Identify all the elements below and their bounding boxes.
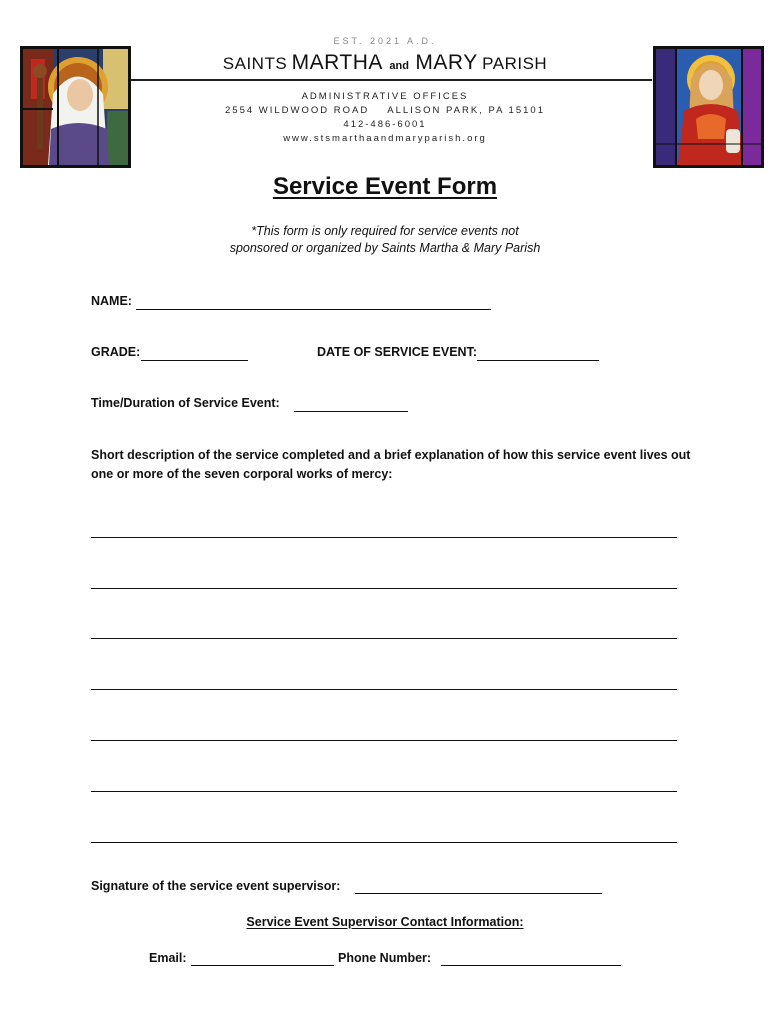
description-line-7[interactable]	[91, 842, 677, 843]
phone-field[interactable]	[441, 965, 621, 966]
parish-name-martha: MARTHA	[291, 51, 383, 74]
phone-label: Phone Number:	[338, 951, 432, 965]
grade-label: GRADE:	[91, 345, 141, 359]
description-line-3[interactable]	[91, 638, 677, 639]
stained-glass-left-image	[20, 46, 131, 168]
parish-name-and: and	[389, 60, 409, 72]
office-address: 2554 WILDWOOD ROAD ALLISON PARK, PA 15101	[225, 105, 545, 116]
description-line-5[interactable]	[91, 740, 677, 741]
duration-field[interactable]	[294, 411, 408, 412]
form-note-line2: sponsored or organized by Saints Martha & Mary Parish	[229, 241, 541, 255]
office-label: ADMINISTRATIVE OFFICES	[301, 91, 469, 102]
description-line-1[interactable]	[91, 537, 677, 538]
parish-name-parish: PARISH	[482, 54, 548, 73]
description-line-6[interactable]	[91, 791, 677, 792]
service-date-field[interactable]	[477, 360, 599, 361]
description-prompt: Short description of the service completed and a brief explanation of how this service event lives out one or more of the seven corporal works of mercy:	[91, 448, 691, 481]
signature-label: Signature of the service event supervisor:	[91, 879, 341, 893]
contact-heading: Service Event Supervisor Contact Information:	[246, 915, 524, 929]
email-label: Email:	[149, 951, 187, 965]
signature-field[interactable]	[355, 893, 602, 894]
grade-field[interactable]	[141, 360, 248, 361]
email-field[interactable]	[191, 965, 334, 966]
parish-name-mary: MARY	[415, 51, 478, 74]
established-text: EST. 2021 A.D.	[333, 36, 437, 46]
name-label: NAME:	[91, 294, 132, 308]
name-field[interactable]	[136, 309, 491, 310]
header-divider	[128, 79, 652, 81]
description-line-2[interactable]	[91, 588, 677, 589]
form-note-line1: *This form is only required for service events not	[251, 224, 519, 238]
stained-glass-right-image	[653, 46, 764, 168]
description-line-4[interactable]	[91, 689, 677, 690]
service-date-label: DATE OF SERVICE EVENT:	[317, 345, 477, 359]
form-title: Service Event Form	[272, 173, 498, 200]
office-phone: 412-486-6001	[343, 119, 427, 130]
parish-website: www.stsmarthaandmaryparish.org	[283, 133, 487, 144]
parish-name-saints: SAINTS	[222, 54, 288, 73]
duration-label: Time/Duration of Service Event:	[91, 396, 280, 410]
